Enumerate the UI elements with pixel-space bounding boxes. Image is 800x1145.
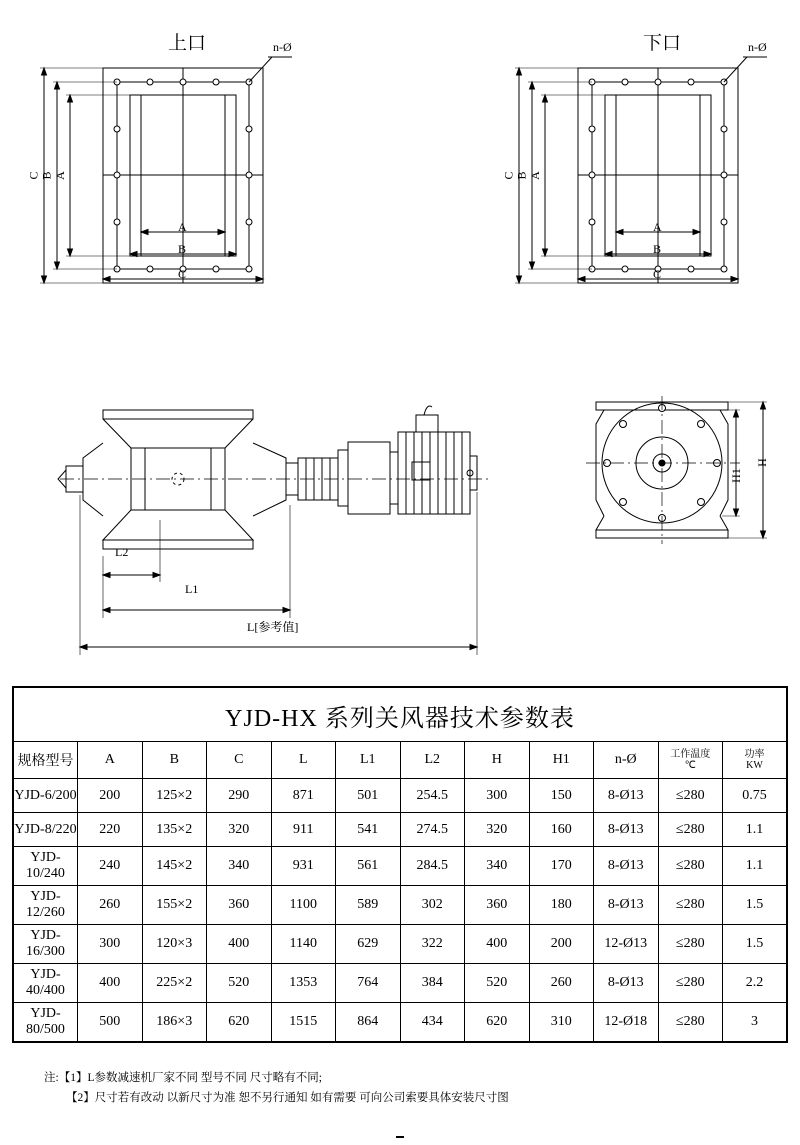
cell-l1: 864 bbox=[336, 1003, 401, 1043]
cell-a: 220 bbox=[78, 813, 143, 847]
cell-l2: 254.5 bbox=[400, 779, 465, 813]
cell-l: 1140 bbox=[271, 925, 336, 964]
dim-h-label: H bbox=[754, 458, 769, 467]
cell-a: 240 bbox=[78, 847, 143, 886]
cell-b: 135×2 bbox=[142, 813, 207, 847]
dim-b-left-horizontal: B bbox=[178, 242, 187, 256]
cell-b: 145×2 bbox=[142, 847, 207, 886]
dim-h1-label: H1 bbox=[728, 468, 743, 483]
cell-power: 1.5 bbox=[723, 925, 788, 964]
cell-temperature: ≤280 bbox=[658, 813, 723, 847]
cell-b: 125×2 bbox=[142, 779, 207, 813]
cell-c: 400 bbox=[207, 925, 272, 964]
dim-l2-label: L2 bbox=[115, 545, 129, 559]
dim-a-left-horizontal: A bbox=[178, 220, 187, 234]
dim-c-right-horizontal: C bbox=[653, 267, 662, 281]
view-label-top-port: 上口 bbox=[168, 33, 207, 54]
cell-b: 186×3 bbox=[142, 1003, 207, 1043]
spec-table-header-row bbox=[13, 742, 787, 779]
col-header-power-top: 功率 bbox=[744, 748, 765, 760]
cell-power: 0.75 bbox=[723, 779, 788, 813]
cell-l2: 434 bbox=[400, 1003, 465, 1043]
cell-holes: 8-Ø13 bbox=[594, 779, 659, 813]
cell-b: 225×2 bbox=[142, 964, 207, 1003]
cell-h: 340 bbox=[465, 847, 530, 886]
cell-temperature: ≤280 bbox=[658, 847, 723, 886]
cell-h: 300 bbox=[465, 779, 530, 813]
col-header-model: 规格型号 bbox=[13, 742, 78, 779]
cell-h: 620 bbox=[465, 1003, 530, 1043]
cell-l1: 629 bbox=[336, 925, 401, 964]
cell-model: YJD-8/220 bbox=[13, 813, 78, 847]
col-header-temperature bbox=[658, 742, 723, 779]
cell-l2: 384 bbox=[400, 964, 465, 1003]
cell-l2: 302 bbox=[400, 886, 465, 925]
cell-model: YJD-80/500 bbox=[13, 1003, 78, 1043]
cell-h: 320 bbox=[465, 813, 530, 847]
cell-h1: 160 bbox=[529, 813, 594, 847]
cell-holes: 8-Ø13 bbox=[594, 813, 659, 847]
cell-h1: 260 bbox=[529, 964, 594, 1003]
cell-holes: 12-Ø13 bbox=[594, 925, 659, 964]
spec-table bbox=[12, 686, 788, 1043]
cell-l: 871 bbox=[271, 779, 336, 813]
cell-temperature: ≤280 bbox=[658, 964, 723, 1003]
cell-temperature: ≤280 bbox=[658, 1003, 723, 1043]
cell-a: 500 bbox=[78, 1003, 143, 1043]
table-row bbox=[13, 779, 787, 813]
table-row bbox=[13, 1003, 787, 1043]
note-line-1: 注:【1】L参数减速机厂家不同 型号不同 尺寸略有不同; bbox=[44, 1072, 322, 1084]
cell-a: 200 bbox=[78, 779, 143, 813]
hole-callout-left: n-Ø bbox=[273, 40, 292, 54]
col-header-l: L bbox=[271, 742, 336, 779]
dim-a-right-vertical: A bbox=[527, 171, 542, 180]
col-header-temperature-unit: ℃ bbox=[684, 760, 696, 771]
dim-b-right-vertical: B bbox=[514, 171, 529, 180]
cell-l: 1353 bbox=[271, 964, 336, 1003]
cell-temperature: ≤280 bbox=[658, 925, 723, 964]
cell-a: 300 bbox=[78, 925, 143, 964]
cell-l1: 589 bbox=[336, 886, 401, 925]
col-header-b: B bbox=[142, 742, 207, 779]
cell-h1: 150 bbox=[529, 779, 594, 813]
cell-c: 620 bbox=[207, 1003, 272, 1043]
cell-temperature: ≤280 bbox=[658, 779, 723, 813]
cell-b: 120×3 bbox=[142, 925, 207, 964]
cell-h1: 200 bbox=[529, 925, 594, 964]
cell-model: YJD-16/300 bbox=[13, 925, 78, 964]
cell-l: 911 bbox=[271, 813, 336, 847]
cell-power: 2.2 bbox=[723, 964, 788, 1003]
col-header-holes: n-Ø bbox=[594, 742, 659, 779]
cell-l: 1100 bbox=[271, 886, 336, 925]
col-header-power-unit: KW bbox=[746, 760, 763, 771]
cell-model: YJD-40/400 bbox=[13, 964, 78, 1003]
table-row bbox=[13, 886, 787, 925]
cell-l2: 274.5 bbox=[400, 813, 465, 847]
cell-h1: 170 bbox=[529, 847, 594, 886]
col-header-power bbox=[723, 742, 788, 779]
table-row bbox=[13, 925, 787, 964]
dim-c-left-horizontal: C bbox=[178, 267, 187, 281]
table-row bbox=[13, 964, 787, 1003]
col-header-h: H bbox=[465, 742, 530, 779]
spec-table-wrap bbox=[12, 686, 788, 1043]
cell-model: YJD-10/240 bbox=[13, 847, 78, 886]
view-label-bottom-port: 下口 bbox=[643, 33, 682, 54]
cell-l1: 501 bbox=[336, 779, 401, 813]
dim-a-right-horizontal: A bbox=[653, 220, 662, 234]
cell-a: 260 bbox=[78, 886, 143, 925]
cell-holes: 8-Ø13 bbox=[594, 886, 659, 925]
cell-h1: 310 bbox=[529, 1003, 594, 1043]
note-line-2: 【2】尺寸若有改动 以新尺寸为准 恕不另行通知 如有需要 可向公司索要具体安装尺寸图 bbox=[66, 1092, 509, 1105]
cell-h: 360 bbox=[465, 886, 530, 925]
dim-c-right-vertical: C bbox=[501, 171, 516, 180]
cell-h1: 180 bbox=[529, 886, 594, 925]
dim-l1-label: L1 bbox=[185, 582, 199, 596]
col-header-l1: L1 bbox=[336, 742, 401, 779]
cell-c: 290 bbox=[207, 779, 272, 813]
cell-l2: 322 bbox=[400, 925, 465, 964]
cell-h: 520 bbox=[465, 964, 530, 1003]
cell-l2: 284.5 bbox=[400, 847, 465, 886]
col-header-h1: H1 bbox=[529, 742, 594, 779]
cell-temperature: ≤280 bbox=[658, 886, 723, 925]
cell-c: 320 bbox=[207, 813, 272, 847]
cell-model: YJD-12/260 bbox=[13, 886, 78, 925]
col-header-l2: L2 bbox=[400, 742, 465, 779]
col-header-c: C bbox=[207, 742, 272, 779]
table-row bbox=[13, 813, 787, 847]
cell-holes: 8-Ø13 bbox=[594, 847, 659, 886]
cell-holes: 12-Ø18 bbox=[594, 1003, 659, 1043]
col-header-temperature-top: 工作温度 bbox=[670, 748, 711, 760]
cell-power: 1.1 bbox=[723, 813, 788, 847]
dim-l-label: L[参考值] bbox=[247, 620, 299, 634]
dim-c-left-vertical: C bbox=[26, 171, 41, 180]
table-row bbox=[13, 847, 787, 886]
cell-h: 400 bbox=[465, 925, 530, 964]
cell-power: 1.5 bbox=[723, 886, 788, 925]
cell-power: 1.1 bbox=[723, 847, 788, 886]
cell-a: 400 bbox=[78, 964, 143, 1003]
dim-a-left-vertical: A bbox=[52, 171, 67, 180]
cell-l: 1515 bbox=[271, 1003, 336, 1043]
cell-c: 340 bbox=[207, 847, 272, 886]
cell-l1: 561 bbox=[336, 847, 401, 886]
cell-holes: 8-Ø13 bbox=[594, 964, 659, 1003]
dim-b-right-horizontal: B bbox=[653, 242, 662, 256]
elevation-views-svg bbox=[0, 370, 800, 690]
spec-table-title: YJD-HX 系列关风器技术参数表 bbox=[13, 687, 787, 742]
cell-l1: 764 bbox=[336, 964, 401, 1003]
dim-b-left-vertical: B bbox=[39, 171, 54, 180]
cell-l1: 541 bbox=[336, 813, 401, 847]
col-header-a: A bbox=[78, 742, 143, 779]
hole-callout-right: n-Ø bbox=[748, 40, 767, 54]
cell-c: 360 bbox=[207, 886, 272, 925]
spec-table-body bbox=[13, 779, 787, 1043]
cell-model: YJD-6/200 bbox=[13, 779, 78, 813]
notes-block bbox=[44, 1068, 509, 1108]
cell-c: 520 bbox=[207, 964, 272, 1003]
cell-power: 3 bbox=[723, 1003, 788, 1043]
cell-b: 155×2 bbox=[142, 886, 207, 925]
page-footer-mark bbox=[396, 1136, 404, 1138]
cell-l: 931 bbox=[271, 847, 336, 886]
